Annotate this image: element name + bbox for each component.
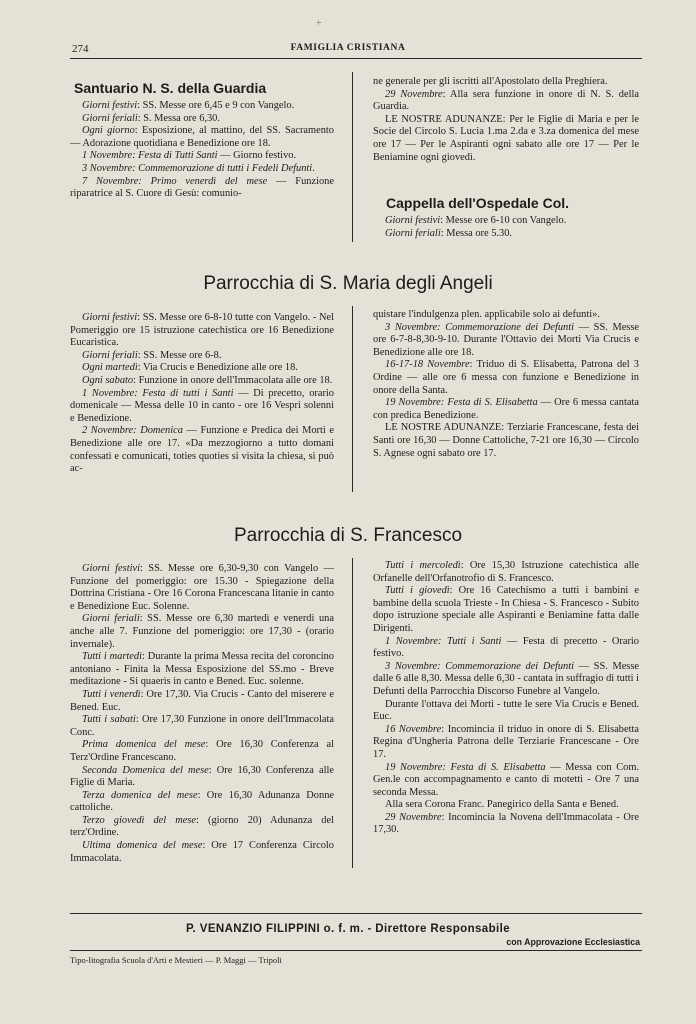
paragraph-text: LE NOSTRE ADUNANZE: Per le Figlie di Maria e per le Socie del Circolo S. Lucia 1.ma 2.da e 3.za domenica del mese ore 17 — Per le Aspiranti ogni sabato alle ore 17 — Per le Beniamine ogni giovedì. <box>373 113 639 163</box>
paragraph <box>70 163 334 176</box>
paragraph-heading: 29 Novembre <box>385 88 443 100</box>
paragraph-text: — Giorno festivo. <box>217 150 297 162</box>
francesco-title: Parrocchia di S. Francesco <box>233 525 463 546</box>
column-divider <box>352 558 353 868</box>
paragraph-text: : S. Messa ore 6,30. <box>137 112 220 124</box>
paragraph-heading: 19 Novembre: Festa di S. Elisabetta <box>385 397 538 409</box>
paragraph-heading: Ogni giorno <box>82 125 135 137</box>
paragraph-text: — Di precetto, orario domenicale — Messa delle 10 in canto - ore 16 Vespri solenni e Benedizione. <box>70 387 335 424</box>
ospedale-title: Cappella dell'Ospedale Col. <box>386 195 570 211</box>
paragraph-text: : SS. Messe ore 6-8-10 tutte con Vangelo. - Nel Pomeriggio ore 15 istruzione catechistica ore 16 Benedizione Eucaristica. <box>70 312 334 349</box>
paragraph-text: quistare l'indulgenza plen. applicabile solo ai defunti». <box>373 309 600 320</box>
paragraph-text: LE NOSTRE ADUNANZE: Terziarie Francescane, festa dei Santi ore 16,30 — Donne Cattoliche, 7-21 ore 16,30 — Circolo S. Agnese ogni sabato ore 17. <box>373 422 639 459</box>
angeli-title: Parrocchia di S. Maria degli Angeli <box>203 273 493 294</box>
column-divider <box>352 72 353 242</box>
paragraph <box>373 397 639 422</box>
paragraph <box>373 322 639 360</box>
paragraph <box>70 563 334 613</box>
paragraph-heading: Giorni festivi <box>82 100 138 111</box>
paragraph-text: : Durante la prima Messa recita del coroncino antoniano - Finita la Messa Esposizione del SS.mo - Breve meditazione - Si quaerìs in canto e Bened. Euc. solenne. <box>70 651 334 688</box>
paragraph-heading: Tutti i venerdì <box>82 688 141 700</box>
paragraph-heading: 2 Novembre: Domenica <box>82 425 183 437</box>
paragraph-heading: 1 Novembre: Festa di tutti i Santi <box>82 387 234 399</box>
paragraph <box>373 359 639 397</box>
angeli-right-column <box>373 309 639 460</box>
paragraph-heading: Giorni feriali <box>82 613 140 625</box>
paragraph-heading: 3 Novembre: Commemorazione di tutti i Fedeli Defunti <box>82 162 313 174</box>
paragraph-text: ne generale per gli iscritti all'Apostolato della Preghiera. <box>373 76 608 87</box>
paragraph <box>373 812 639 837</box>
paragraph-heading: Giorni feriali <box>385 227 441 239</box>
paragraph <box>70 815 334 840</box>
paragraph-text: Alla sera Corona Franc. Panegirico della Santa e Bened. <box>385 799 619 811</box>
paragraph-heading: Giorni festivi <box>82 563 140 574</box>
paragraph <box>70 362 334 375</box>
paragraph-heading: 7 Novembre: Primo venerdì del mese <box>82 175 268 187</box>
paragraph-text: : Incomincia la Novena dell'Immacolata - Ore 17,30. <box>373 811 639 836</box>
paragraph-text: — Festa di precetto - Orario festivo. <box>373 635 639 660</box>
paragraph <box>70 840 334 865</box>
paragraph <box>373 585 639 635</box>
paragraph <box>70 613 334 651</box>
paragraph-text: : Esposizione, al mattino, del SS. Sacramento — Adorazione quotidiana e Benedizione ore 18. <box>70 125 334 149</box>
paragraph-heading: Ogni sabato <box>82 374 134 386</box>
paragraph-text: : Messa ore 5.30. <box>440 227 512 239</box>
angeli-left-column <box>70 312 334 476</box>
paragraph-heading: 29 Novembre <box>385 811 442 823</box>
paragraph <box>373 309 639 322</box>
paragraph <box>70 651 334 689</box>
paragraph-text: : Ore 16,30 Conferenza al Terz'Ordine Francescano. <box>70 739 334 763</box>
paragraph-heading: 19 Novembre: Festa di S. Elisabetta <box>385 761 546 773</box>
paragraph-heading: Seconda Domenica del mese <box>82 764 209 776</box>
paragraph-heading: 16-17-18 Novembre <box>385 359 470 371</box>
paragraph <box>373 699 639 724</box>
paragraph-text: : Ore 16 Catechismo a tutti i bambini e bambine della scuola Trieste - In Chiesa - S. Francesco - Subito dopo istruzione speciale alle Aspiranti e Beniamine fatta dalle Dirigenti. <box>373 585 639 634</box>
francesco-right-column <box>373 560 639 837</box>
paragraph-heading: Ultima domenica del mese <box>82 840 203 852</box>
paragraph-text: : Alla sera funzione in onore di N. S. della Guardia. <box>373 88 640 113</box>
paragraph <box>373 799 639 812</box>
paragraph <box>70 312 334 350</box>
paragraph-heading: 1 Novembre: Tutti i Santi <box>385 635 502 647</box>
paragraph-heading: 3 Novembre: Commemorazione dei Defunti <box>385 660 574 672</box>
paragraph-heading: Terza domenica del mese <box>82 789 198 801</box>
paragraph-heading: Tutti i martedì <box>82 651 142 663</box>
paragraph-heading: Giorni festivi <box>385 215 441 226</box>
paragraph-heading: Giorni feriali <box>82 112 138 124</box>
paragraph-text: : SS. Messe ore 6,45 e 9 con Vangelo. <box>137 100 295 111</box>
paragraph <box>373 76 639 89</box>
paragraph-heading: Prima domenica del mese <box>82 739 206 751</box>
paragraph <box>373 636 639 661</box>
header-rule <box>70 58 642 59</box>
paragraph <box>70 100 334 113</box>
paragraph <box>373 724 639 762</box>
paragraph-heading: Giorni feriali <box>82 349 138 361</box>
footer-rule-top <box>70 913 642 914</box>
paragraph-heading: 3 Novembre: Commemorazione dei Defunti <box>385 321 574 333</box>
paragraph <box>373 422 639 460</box>
approval-line: con Approvazione Ecclesiastica <box>506 937 640 947</box>
folio-mark: + <box>316 18 322 29</box>
paragraph-text: — Ore 6 messa cantata con predica Benedizione. <box>373 397 639 421</box>
paragraph-heading: Terzo giovedì del mese <box>82 814 197 826</box>
paragraph-heading: Ogni martedì <box>82 362 138 374</box>
paragraph <box>70 714 334 739</box>
paragraph-heading: 16 Novembre <box>385 723 442 735</box>
column-divider <box>352 306 353 492</box>
paragraph-heading: Giorni festivi <box>82 312 138 323</box>
francesco-left-column <box>70 563 334 865</box>
paragraph-text: : Messe ore 6-10 con Vangelo. <box>440 215 567 226</box>
paragraph <box>70 739 334 764</box>
paragraph-text: Durante l'ottava dei Morti - tutte le sere Via Crucis e Bened. Euc. <box>373 698 639 723</box>
paragraph <box>70 388 334 426</box>
paragraph-text: : Ore 17,30 Funzione in onore dell'Immacolata Conc. <box>70 714 334 738</box>
paragraph-heading: Tutti i mercoledì <box>385 560 461 571</box>
paragraph-heading: Tutti i giovedì <box>385 585 450 597</box>
paragraph <box>373 560 639 585</box>
paragraph <box>70 425 334 475</box>
guardia-left-column <box>70 100 334 201</box>
paragraph-text: : Ore 15,30 Istruzione catechistica alle Orfanelle dell'Orfanotrofio di S. Francesco. <box>373 560 639 584</box>
paragraph-text: : SS. Messe ore 6-8. <box>137 349 222 361</box>
director-line: P. VENANZIO FILIPPINI o. f. m. - Direttore Responsabile <box>185 923 511 935</box>
paragraph <box>70 125 334 150</box>
guardia-title: Santuario N. S. della Guardia <box>74 80 267 96</box>
paragraph-text: : Via Crucis e Benedizione alle ore 18. <box>137 362 298 374</box>
guardia-right-column <box>373 76 639 164</box>
paragraph <box>70 150 334 163</box>
paragraph-text: : Ore 16,30 Conferenza alle Figlie di Maria. <box>70 764 334 789</box>
paragraph <box>70 765 334 790</box>
paragraph-text: — Funzione riparatrice al S. Cuore di Gesù: comunio- <box>70 175 334 200</box>
paragraph <box>373 114 639 164</box>
paragraph-text: : Incomincia il triduo in onore di S. Elisabetta Regina d'Ungheria Patrona delle Terziarie Francescane - Ore 17. <box>373 723 640 760</box>
paragraph-text: : Ore 17 Conferenza Circolo Immacolata. <box>70 840 334 864</box>
paragraph <box>70 790 334 815</box>
magazine-title: FAMIGLIA CRISTIANA <box>290 43 406 53</box>
paragraph <box>373 215 639 228</box>
paragraph-text: : Ore 17,30. Via Crucis - Canto del miserere e Bened. Euc. <box>70 688 334 713</box>
paragraph-text: : Funzione in onore dell'Immacolata alle ore 18. <box>133 374 333 386</box>
printer-credit: Tipo-litografia Scuola d'Arti e Mestieri — P. Maggi — Tripoli <box>70 955 282 965</box>
paragraph-text: : Ore 16,30 Adunanza Donne cattoliche. <box>70 789 334 814</box>
paragraph <box>373 89 639 114</box>
paragraph-text: — SS. Messe ore 6-7-8-8,30-9-10. Durante l'Ottavio dei Morti Via Crucis e Benedizione alle ore 18. <box>373 321 640 358</box>
paragraph-heading: 1 Novembre: Festa di Tutti Santi <box>82 150 218 162</box>
page-number: 274 <box>72 43 89 55</box>
paragraph <box>70 350 334 363</box>
paragraph-text: : Triduo di S. Elisabetta, Patrona del 3 Ordine — alle ore 6 messa con funzione e Benedizione in onore della Santa. <box>373 359 639 396</box>
paragraph-text: : SS. Messe ore 6,30 martedì e venerdì una anche alle 7. Funzione del pomeriggio: ore 17,30 - (orario invernale). <box>70 613 334 650</box>
paragraph <box>70 113 334 126</box>
paragraph <box>70 176 334 201</box>
paragraph-text: — SS. Messe dalle 6 alle 8,30. Messa delle 6,30 - cantata in suffragio di tutti i Defunti della Parrocchia Discorso Funebre al Vangelo. <box>373 660 640 697</box>
paragraph-text: : (giorno 20) Adunanza del terz'Ordine. <box>70 814 334 839</box>
paragraph <box>373 762 639 800</box>
ospedale-column <box>373 215 639 240</box>
paragraph <box>70 375 334 388</box>
paragraph-heading: Tutti i sabati <box>82 714 136 726</box>
paragraph <box>373 228 639 241</box>
footer-rule-bottom <box>70 950 642 951</box>
paragraph-text: — Funzione e Predica dei Morti e Benedizione alle ore 17. «Da mezzogiorno a tutto domani confessati e comunicati, toties quoties si visita la chiesa, si può ac- <box>70 425 334 475</box>
paragraph-text: . <box>312 162 315 174</box>
paragraph <box>373 661 639 699</box>
paragraph-text: — Messa con Com. Gen.le con accompagnamento e canto di motetti - Ore 7 una seconda Messa. <box>373 761 639 798</box>
paragraph <box>70 689 334 714</box>
paragraph-text: : SS. Messe ore 6,30-9,30 con Vangelo — Funzione del pomeriggio: ore 15.30 - Spiegazione della Dottrina Cristiana - Ore 16 Corona Francescana litanie in canto e Benedizione Euc. Solenne. <box>70 563 334 612</box>
